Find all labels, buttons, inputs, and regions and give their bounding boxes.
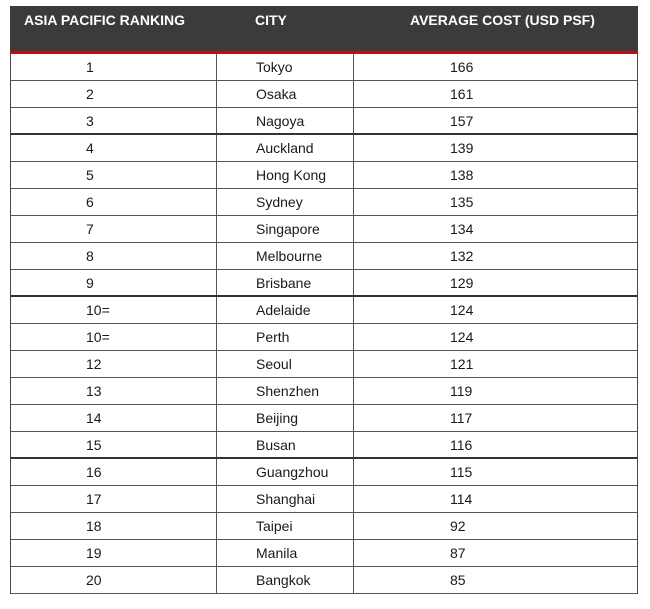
rank-cell	[11, 189, 217, 215]
cost-cell-text: 121	[450, 356, 474, 372]
cost-cell	[354, 54, 637, 80]
city-cell-text: Tokyo	[256, 59, 293, 75]
city-cell-text: Auckland	[256, 140, 314, 156]
table-row	[11, 135, 637, 162]
city-cell-text: Osaka	[256, 86, 297, 102]
rank-cell	[11, 567, 217, 593]
rank-cell	[11, 513, 217, 539]
city-cell	[217, 135, 354, 161]
cost-cell	[354, 243, 637, 269]
city-cell-text: Hong Kong	[256, 167, 327, 183]
table-row	[11, 324, 637, 351]
table-row	[11, 540, 637, 567]
table-header	[10, 6, 638, 54]
cost-cell-text: 129	[450, 275, 474, 291]
rank-cell	[11, 243, 217, 269]
table-row	[11, 162, 637, 189]
cost-cell	[354, 567, 637, 593]
cost-cell	[354, 513, 637, 539]
cost-cell	[354, 486, 637, 512]
rank-cell	[11, 324, 217, 350]
cost-cell	[354, 216, 637, 242]
rank-cell	[11, 486, 217, 512]
cost-cell	[354, 432, 637, 457]
table-row	[11, 351, 637, 378]
cost-cell-text: 139	[450, 140, 474, 156]
city-cell-text: Guangzhou	[256, 464, 329, 480]
cost-cell-text: 134	[450, 221, 474, 237]
city-cell	[217, 378, 354, 404]
table-row	[11, 54, 637, 81]
rank-cell	[11, 459, 217, 485]
rank-cell-text: 19	[86, 545, 102, 561]
rank-cell-text: 1	[86, 59, 94, 75]
rank-cell	[11, 135, 217, 161]
table-row	[11, 81, 637, 108]
city-cell-text: Shanghai	[256, 491, 316, 507]
cost-cell-text: 115	[450, 464, 473, 480]
city-cell	[217, 243, 354, 269]
city-cell	[217, 405, 354, 431]
table-row	[11, 378, 637, 405]
rank-cell-text: 7	[86, 221, 94, 237]
cost-cell-text: 87	[450, 545, 466, 561]
table-row	[11, 108, 637, 135]
rank-cell-text: 14	[86, 410, 102, 426]
table-row	[11, 405, 637, 432]
rank-cell	[11, 432, 217, 457]
table-row	[11, 216, 637, 243]
cost-cell	[354, 297, 637, 323]
cost-cell	[354, 540, 637, 566]
cost-cell	[354, 405, 637, 431]
cost-cell	[354, 270, 637, 295]
rank-cell	[11, 378, 217, 404]
cost-cell	[354, 324, 637, 350]
cost-cell-text: 161	[450, 86, 474, 102]
rank-cell-text: 3	[86, 113, 94, 129]
cost-cell-text: 166	[450, 59, 474, 75]
table-row	[11, 459, 637, 486]
cost-cell	[354, 108, 637, 133]
rank-cell	[11, 351, 217, 377]
city-cell	[217, 270, 354, 295]
rank-cell	[11, 405, 217, 431]
table-row	[11, 513, 637, 540]
rank-cell-text: 10=	[86, 302, 110, 318]
cost-cell-text: 85	[450, 572, 466, 588]
table-row	[11, 432, 637, 459]
rank-cell	[11, 108, 217, 133]
city-cell-text: Manila	[256, 545, 298, 561]
cost-cell-text: 124	[450, 329, 474, 345]
cost-cell	[354, 351, 637, 377]
city-cell	[217, 567, 354, 593]
rank-cell-text: 12	[86, 356, 102, 372]
cost-cell-text: 119	[450, 383, 473, 399]
ranking-table	[10, 6, 638, 594]
header-cost: AVERAGE COST (USD PSF)	[410, 12, 595, 28]
rank-cell	[11, 162, 217, 188]
city-cell	[217, 216, 354, 242]
city-cell	[217, 432, 354, 457]
cost-cell-text: 138	[450, 167, 474, 183]
city-cell-text: Melbourne	[256, 248, 323, 264]
header-city: CITY	[255, 12, 287, 28]
city-cell-text: Shenzhen	[256, 383, 320, 399]
table-body	[10, 54, 638, 594]
rank-cell-text: 15	[86, 437, 102, 453]
cost-cell	[354, 189, 637, 215]
city-cell	[217, 81, 354, 107]
rank-cell-text: 9	[86, 275, 94, 291]
cost-cell	[354, 162, 637, 188]
city-cell	[217, 324, 354, 350]
rank-cell-text: 8	[86, 248, 94, 264]
cost-cell-text: 114	[450, 491, 473, 507]
rank-cell	[11, 81, 217, 107]
city-cell	[217, 297, 354, 323]
cost-cell	[354, 459, 637, 485]
city-cell-text: Singapore	[256, 221, 320, 237]
city-cell-text: Busan	[256, 437, 296, 453]
cost-cell-text: 116	[450, 437, 473, 453]
city-cell-text: Sydney	[256, 194, 303, 210]
table-row	[11, 297, 637, 324]
city-cell	[217, 54, 354, 80]
city-cell-text: Brisbane	[256, 275, 312, 291]
cost-cell-text: 117	[450, 410, 473, 426]
city-cell-text: Beijing	[256, 410, 299, 426]
cost-cell-text: 132	[450, 248, 474, 264]
city-cell-text: Bangkok	[256, 572, 311, 588]
rank-cell	[11, 54, 217, 80]
city-cell-text: Perth	[256, 329, 290, 345]
header-rank: ASIA PACIFIC RANKING	[24, 12, 185, 28]
city-cell	[217, 540, 354, 566]
rank-cell	[11, 297, 217, 323]
rank-cell	[11, 216, 217, 242]
rank-cell-text: 18	[86, 518, 102, 534]
city-cell	[217, 108, 354, 133]
rank-cell	[11, 540, 217, 566]
rank-cell-text: 17	[86, 491, 102, 507]
cost-cell-text: 92	[450, 518, 466, 534]
rank-cell-text: 2	[86, 86, 94, 102]
city-cell	[217, 513, 354, 539]
cost-cell-text: 124	[450, 302, 474, 318]
table-row	[11, 486, 637, 513]
city-cell-text: Taipei	[256, 518, 293, 534]
city-cell-text: Adelaide	[256, 302, 311, 318]
rank-cell-text: 20	[86, 572, 102, 588]
table-row	[11, 270, 637, 297]
city-cell	[217, 459, 354, 485]
rank-cell-text: 10=	[86, 329, 110, 345]
rank-cell-text: 13	[86, 383, 102, 399]
rank-cell	[11, 270, 217, 295]
city-cell	[217, 162, 354, 188]
cost-cell	[354, 135, 637, 161]
city-cell	[217, 189, 354, 215]
rank-cell-text: 4	[86, 140, 94, 156]
cost-cell-text: 135	[450, 194, 474, 210]
city-cell-text: Nagoya	[256, 113, 305, 129]
city-cell	[217, 486, 354, 512]
cost-cell	[354, 81, 637, 107]
table-row	[11, 567, 637, 594]
rank-cell-text: 5	[86, 167, 94, 183]
rank-cell-text: 16	[86, 464, 102, 480]
table-row	[11, 243, 637, 270]
table-row	[11, 189, 637, 216]
city-cell	[217, 351, 354, 377]
rank-cell-text: 6	[86, 194, 94, 210]
cost-cell-text: 157	[450, 113, 474, 129]
city-cell-text: Seoul	[256, 356, 292, 372]
cost-cell	[354, 378, 637, 404]
